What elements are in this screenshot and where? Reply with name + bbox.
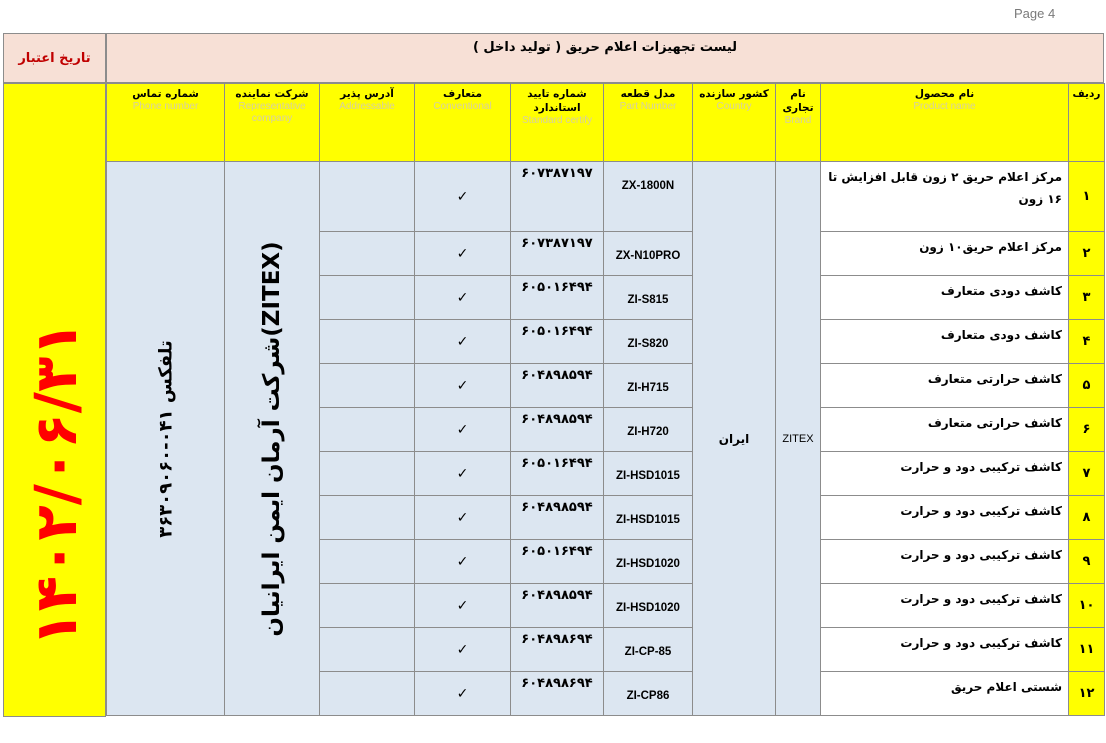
addressable-cell bbox=[320, 364, 415, 408]
cert-number: ۶۰۷۳۸۷۱۹۷ bbox=[511, 162, 604, 232]
row-index: ۶ bbox=[1069, 408, 1105, 452]
header-product: نام محصول Product name bbox=[821, 84, 1069, 162]
addressable-cell bbox=[320, 276, 415, 320]
row-index: ۷ bbox=[1069, 452, 1105, 496]
conventional-check: ✓ bbox=[415, 496, 511, 540]
addressable-cell bbox=[320, 162, 415, 232]
product-name: کاشف دودی متعارف bbox=[821, 320, 1069, 364]
product-name: کاشف ترکیبی دود و حرارت bbox=[821, 540, 1069, 584]
validity-date-header: تاریخ اعتبار bbox=[3, 33, 106, 83]
product-name: کاشف ترکیبی دود و حرارت bbox=[821, 452, 1069, 496]
row-index: ۱۲ bbox=[1069, 672, 1105, 716]
addressable-cell bbox=[320, 408, 415, 452]
product-name: کاشف دودی متعارف bbox=[821, 276, 1069, 320]
product-name: کاشف ترکیبی دود و حرارت bbox=[821, 496, 1069, 540]
header-cert: شماره تایید استاندارد Standard certify bbox=[511, 84, 604, 162]
row-index: ۴ bbox=[1069, 320, 1105, 364]
conventional-check: ✓ bbox=[415, 584, 511, 628]
header-conventional: متعارف Conventional bbox=[415, 84, 511, 162]
part-number: ZI-S820 bbox=[604, 320, 693, 364]
header-part: مدل قطعه Part Number bbox=[604, 84, 693, 162]
row-index: ۹ bbox=[1069, 540, 1105, 584]
row-index: ۳ bbox=[1069, 276, 1105, 320]
validity-date-column bbox=[3, 83, 106, 717]
part-number: ZI-HSD1015 bbox=[604, 496, 693, 540]
table-row bbox=[107, 162, 1105, 232]
part-number: ZI-HSD1020 bbox=[604, 584, 693, 628]
validity-date: ۱۴۰۲/۰۶/۳۱ bbox=[22, 321, 90, 647]
product-name: کاشف حرارتی متعارف bbox=[821, 408, 1069, 452]
row-index: ۱۱ bbox=[1069, 628, 1105, 672]
conventional-check: ✓ bbox=[415, 540, 511, 584]
part-number: ZI-HSD1020 bbox=[604, 540, 693, 584]
company-name: شرکت آرمان ایمن ایرانیان(ZITEX) bbox=[259, 240, 285, 637]
conventional-check: ✓ bbox=[415, 452, 511, 496]
conventional-check: ✓ bbox=[415, 408, 511, 452]
cert-number: ۶۰۴۸۹۸۶۹۴ bbox=[511, 672, 604, 716]
addressable-cell bbox=[320, 584, 415, 628]
part-number: ZI-HSD1015 bbox=[604, 452, 693, 496]
addressable-cell bbox=[320, 320, 415, 364]
product-name: کاشف ترکیبی دود و حرارت bbox=[821, 584, 1069, 628]
cert-number: ۶۰۴۸۹۸۵۹۴ bbox=[511, 364, 604, 408]
header-company: شرکت نماینده Representative company bbox=[225, 84, 320, 162]
table-title: لیست تجهیزات اعلام حریق ( تولید داخل ) bbox=[106, 33, 1104, 83]
cert-number: ۶۰۴۸۹۸۵۹۴ bbox=[511, 408, 604, 452]
cert-number: ۶۰۴۸۹۸۵۹۴ bbox=[511, 584, 604, 628]
conventional-check: ✓ bbox=[415, 320, 511, 364]
conventional-check: ✓ bbox=[415, 232, 511, 276]
cert-number: ۶۰۵۰۱۶۴۹۴ bbox=[511, 276, 604, 320]
row-index: ۲ bbox=[1069, 232, 1105, 276]
product-name: کاشف ترکیبی دود و حرارت bbox=[821, 628, 1069, 672]
header-row bbox=[107, 84, 1105, 162]
cert-number: ۶۰۴۸۹۸۵۹۴ bbox=[511, 496, 604, 540]
company-cell bbox=[225, 162, 320, 716]
part-number: ZI-S815 bbox=[604, 276, 693, 320]
product-name: شستی اعلام حریق bbox=[821, 672, 1069, 716]
addressable-cell bbox=[320, 540, 415, 584]
cert-number: ۶۰۷۳۸۷۱۹۷ bbox=[511, 232, 604, 276]
country-cell: ایران bbox=[693, 162, 776, 716]
product-name: مرکز اعلام حریق ۲ زون قابل افزایش تا ۱۶ زون bbox=[821, 162, 1069, 232]
product-name: کاشف حرارتی متعارف bbox=[821, 364, 1069, 408]
conventional-check: ✓ bbox=[415, 628, 511, 672]
addressable-cell bbox=[320, 232, 415, 276]
addressable-cell bbox=[320, 672, 415, 716]
conventional-check: ✓ bbox=[415, 162, 511, 232]
header-index: ردیف bbox=[1069, 84, 1105, 162]
cert-number: ۶۰۵۰۱۶۴۹۴ bbox=[511, 540, 604, 584]
header-phone: شماره تماس Phone number bbox=[107, 84, 225, 162]
header-addressable: آدرس پذیر Addressable bbox=[320, 84, 415, 162]
part-number: ZX-1800N bbox=[604, 162, 693, 232]
product-name: مرکز اعلام حریق۱۰ زون bbox=[821, 232, 1069, 276]
conventional-check: ✓ bbox=[415, 364, 511, 408]
part-number: ZI-CP-85 bbox=[604, 628, 693, 672]
part-number: ZI-H715 bbox=[604, 364, 693, 408]
row-index: ۱۰ bbox=[1069, 584, 1105, 628]
part-number: ZI-CP86 bbox=[604, 672, 693, 716]
page-number: Page 4 bbox=[1014, 6, 1056, 21]
row-index: ۸ bbox=[1069, 496, 1105, 540]
addressable-cell bbox=[320, 628, 415, 672]
phone-cell bbox=[107, 162, 225, 716]
conventional-check: ✓ bbox=[415, 672, 511, 716]
cert-number: ۶۰۴۸۹۸۶۹۴ bbox=[511, 628, 604, 672]
conventional-check: ✓ bbox=[415, 276, 511, 320]
part-number: ZX-N10PRO bbox=[604, 232, 693, 276]
row-index: ۵ bbox=[1069, 364, 1105, 408]
addressable-cell bbox=[320, 496, 415, 540]
equipment-table bbox=[106, 83, 1105, 716]
part-number: ZI-H720 bbox=[604, 408, 693, 452]
addressable-cell bbox=[320, 452, 415, 496]
header-brand: نام تجاری Brand bbox=[776, 84, 821, 162]
phone-number: تلفکس ۰۴۱-۳۶۳۰۹۰۶۰ bbox=[155, 339, 176, 538]
row-index: ۱ bbox=[1069, 162, 1105, 232]
header-country: کشور سازنده Country bbox=[693, 84, 776, 162]
cert-number: ۶۰۵۰۱۶۴۹۴ bbox=[511, 320, 604, 364]
brand-cell: ZITEX bbox=[776, 162, 821, 716]
cert-number: ۶۰۵۰۱۶۴۹۴ bbox=[511, 452, 604, 496]
